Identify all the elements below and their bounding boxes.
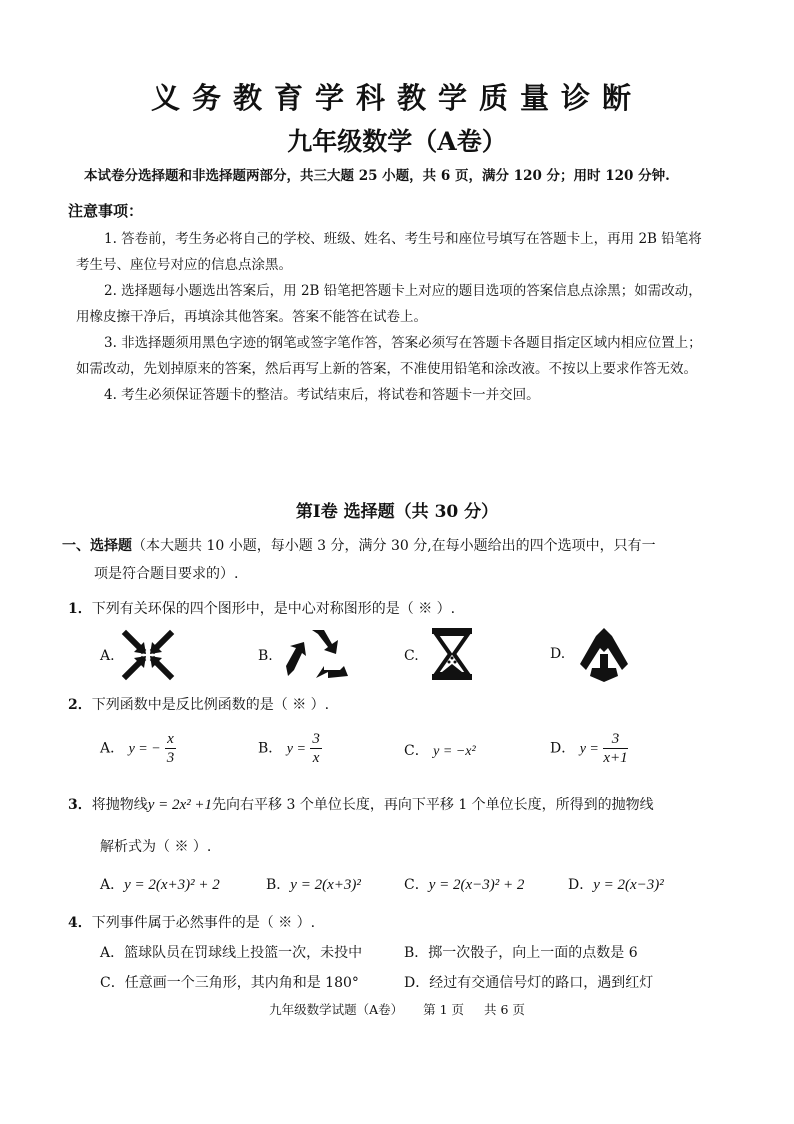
- question-3-line2: 解析式为（ ※ ）.: [100, 839, 212, 855]
- q3-option-b-label: B．: [266, 877, 291, 893]
- footer-exam-name: 九年级数学试题（A卷）: [269, 1002, 404, 1017]
- q2-option-a-lhs: y = −: [128, 741, 161, 757]
- question-3-text-pre: 将抛物线: [91, 797, 148, 813]
- q2-option-b-numerator: 3: [312, 731, 320, 747]
- q2-option-c: [404, 740, 476, 760]
- q2-option-a: [100, 730, 176, 767]
- q4-option-c: C．任意画一个三角形，其内角和是 180°: [100, 975, 359, 991]
- q3-option-a-expr: y = 2(x+3)² + 2: [124, 877, 220, 893]
- notice-heading: 注意事项：: [68, 202, 144, 220]
- q2-option-b-denominator: x: [312, 750, 320, 766]
- question-4: [68, 912, 315, 932]
- section-instruction-label: 一、选择题: [62, 538, 132, 554]
- q2-option-b: [258, 730, 322, 767]
- q3-option-c-expr: y = 2(x−3)² + 2: [428, 877, 525, 893]
- page-footer: [0, 1000, 794, 1018]
- section-instruction-line2: 项是符合题目要求的）.: [94, 566, 239, 582]
- q3-option-a-label: A．: [100, 877, 125, 893]
- q2-option-d-numerator: 3: [603, 730, 627, 749]
- section-title: 第Ⅰ卷 选择题（共 30 分）: [295, 502, 499, 522]
- q2-option-a-numerator: x: [167, 731, 174, 747]
- q3-option-d-label: D．: [568, 877, 594, 893]
- q3-option-b-expr: y = 2(x+3)²: [290, 877, 361, 893]
- section-instruction-line1: （本大题共 10 小题，每小题 3 分，满分 30 分,在每小题给出的四个选项中，只有一: [132, 538, 656, 554]
- q2-option-d-label: D．: [550, 740, 576, 757]
- notice-item-1: 1. 答卷前，考生务必将自己的学校、班级、姓名、考生号和座位号填写在答题卡上，再用 2B 铅笔将考生号、座位号对应的信息点涂黑。: [76, 231, 702, 273]
- notice-item-4: 4. 考生必须保证答题卡的整洁。考试结束后，将试卷和答题卡一并交回。: [104, 387, 540, 403]
- q1-option-a-label: A.: [100, 648, 115, 664]
- notice-item-3: 3. 非选择题须用黑色字迹的钢笔或签字笔作答，答案必须写在答题卡各题目指定区域内相应位置上；如需改动，先划掉原来的答案，然后再写上新的答案，不准使用铅笔和涂改液。不按以上要求作答无效。: [76, 335, 702, 377]
- q2-option-c-expr: y = −x²: [433, 744, 476, 759]
- question-3: [68, 794, 654, 814]
- question-3-number: 3．: [68, 797, 92, 813]
- q3-option-c: [404, 874, 524, 894]
- footer-page-number: 第 1 页: [423, 1002, 465, 1017]
- question-4-text: 下列事件属于必然事件的是（ ※ ）.: [91, 915, 316, 931]
- question-2-text: 下列函数中是反比例函数的是（ ※ ）.: [91, 697, 330, 713]
- question-4-number: 4．: [68, 915, 92, 931]
- notice-list: [76, 226, 710, 408]
- question-3-text-post: 先向右平移 3 个单位长度，再向下平移 1 个单位长度，所得到的抛物线: [212, 797, 654, 813]
- q2-option-d-denominator: x+1: [603, 750, 628, 766]
- q3-option-b: [266, 874, 361, 894]
- exam-subtitle: 九年级数学（A卷）: [287, 127, 507, 156]
- q4-option-b: B．掷一次骰子，向上一面的点数是 6: [404, 945, 638, 961]
- q2-option-d-fraction: [603, 730, 627, 767]
- arrows-inward-icon: [120, 628, 176, 682]
- notice-item-2: 2. 选择题每小题选出答案后，用 2B 铅笔把答题卡上对应的题目选项的答案信息点涂黑；如需改动，用橡皮擦干净后，再填涂其他答案。答案不能答在试卷上。: [76, 283, 702, 325]
- q3-option-c-label: C．: [404, 877, 429, 893]
- exam-intro: 本试卷分选择题和非选择题两部分，共三大题 25 小题，共 6 页，满分 120 分；用时 120 分钟.: [84, 168, 670, 184]
- question-1-text: 下列有关环保的四个图形中，是中心对称图形的是（ ※ ）.: [91, 601, 456, 617]
- q2-option-a-fraction: [165, 730, 176, 767]
- q1-option-d-label: D.: [550, 646, 566, 662]
- footer-total-pages: 共 6 页: [484, 1002, 525, 1017]
- q3-option-d-expr: y = 2(x−3)²: [593, 877, 664, 893]
- recycle-triangle-icon: [284, 626, 350, 682]
- recycle-arrow-icon: [574, 624, 634, 684]
- question-2: [68, 694, 329, 714]
- q4-option-d: D．经过有交通信号灯的路口，遇到红灯: [404, 975, 654, 991]
- q2-option-d-lhs: y =: [579, 741, 599, 757]
- q3-option-d: [568, 874, 664, 894]
- question-3-expression: y = 2x² +1: [147, 797, 213, 813]
- q2-option-a-label: A．: [100, 740, 125, 757]
- q1-option-c-label: C.: [404, 648, 419, 664]
- question-2-number: 2．: [68, 697, 92, 713]
- exam-title: 义务教育学科教学质量诊断: [150, 81, 643, 115]
- q2-option-b-fraction: [310, 730, 322, 767]
- q1-option-b-label: B.: [258, 648, 273, 664]
- section-instruction: [62, 535, 656, 555]
- q2-option-b-label: B．: [258, 740, 283, 757]
- q2-option-d: [550, 730, 628, 767]
- q3-option-a: [100, 874, 220, 894]
- question-1: [68, 598, 455, 618]
- q2-option-c-label: C．: [404, 743, 429, 759]
- hourglass-icon: [428, 626, 476, 682]
- question-1-number: 1．: [68, 601, 92, 617]
- q4-option-a: A．篮球队员在罚球线上投篮一次，未投中: [100, 945, 363, 961]
- q2-option-a-denominator: 3: [166, 750, 175, 766]
- q2-option-b-lhs: y =: [286, 741, 306, 757]
